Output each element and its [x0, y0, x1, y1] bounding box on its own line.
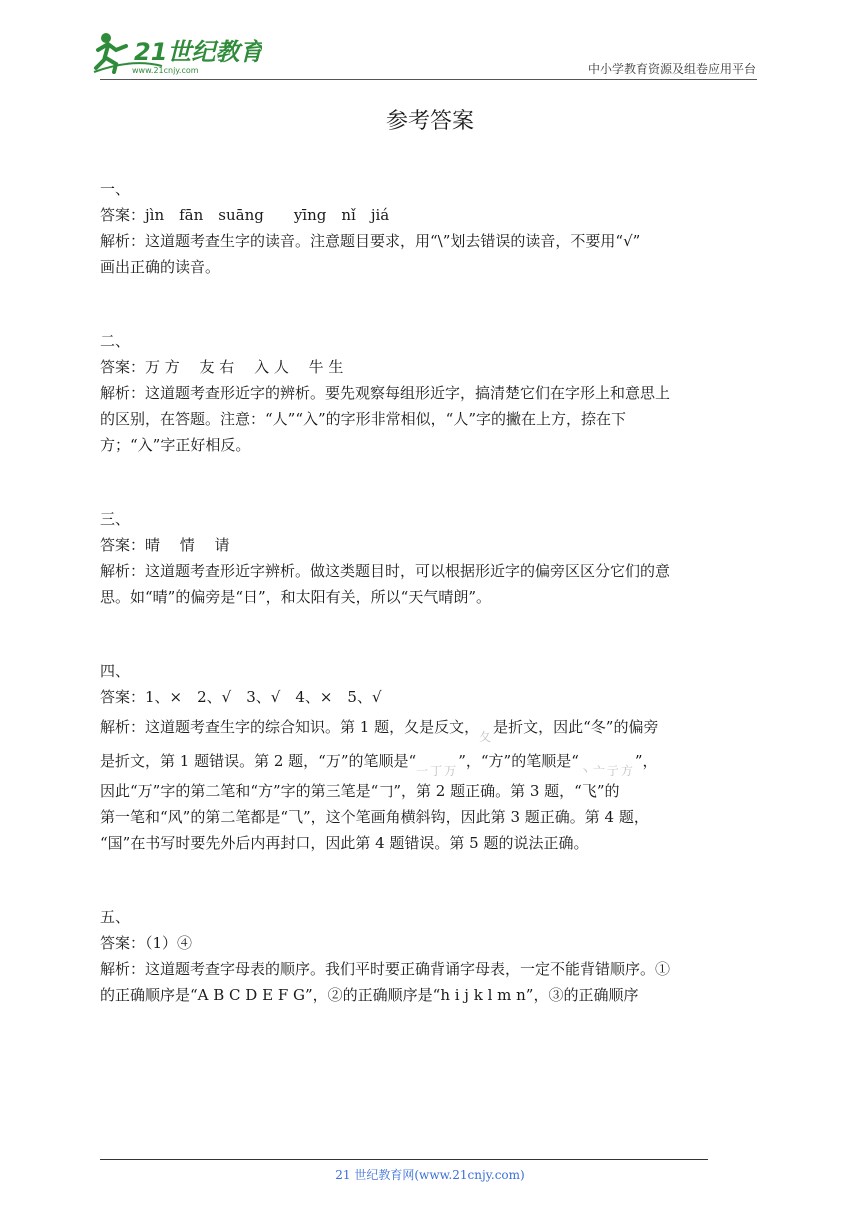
- analysis-text: 是折文，第 1 题错误。第 2 题，“万”的笔顺是“: [100, 752, 417, 770]
- analysis-line: 的正确顺序是“A B C D E F G”，②的正确顺序是“h i j k l m n”，③的正确顺序: [100, 986, 639, 1004]
- runner-logo-icon: [92, 28, 262, 78]
- analysis-text: 是折文，因此“冬”的偏旁: [493, 718, 659, 736]
- answer-content: [100, 176, 768, 1036]
- stroke-order-image: 丶亠亍方: [578, 764, 635, 778]
- section-heading: 五、: [100, 908, 131, 926]
- page-title: 参考答案: [385, 109, 474, 134]
- analysis-text: 解析：这道题考查生字的综合知识。第 1 题，夂是反文，: [100, 718, 480, 736]
- answer-line: 答案：万 方 友 右 入 人 牛 生: [100, 358, 344, 376]
- answer-line: 答案：1、× 2、√ 3、√ 4、× 5、√: [100, 688, 382, 706]
- answer-line: 答案：晴 情 请: [100, 536, 230, 554]
- footer-divider: [100, 1159, 708, 1160]
- section-heading: 四、: [100, 662, 131, 680]
- platform-tagline: 中小学教育资源及组卷应用平台: [587, 62, 756, 76]
- section-heading: 一、: [100, 180, 131, 198]
- analysis-text: ”，: [634, 752, 658, 770]
- analysis-line: 解析：这道题考查字母表的顺序。我们平时要正确背诵字母表，一定不能背错顺序。①: [100, 960, 671, 978]
- analysis-line: 的区别，在答题。注意：“人”“入”的字形非常相似，“人”字的撇在上方，捺在下: [100, 410, 627, 428]
- answer-line: 答案：（1）④: [100, 934, 193, 952]
- header-divider: [100, 79, 757, 80]
- analysis-line: 因此“万”字的第二笔和“方”字的第三笔是“𠃌”，第 2 题正确。第 3 题，“飞”的: [100, 782, 620, 800]
- svg-text:21世纪教育: 21世纪教育: [134, 38, 262, 66]
- analysis-line: 画出正确的读音。: [100, 258, 221, 276]
- analysis-line: [100, 710, 768, 744]
- stroke-order-image: 一丁万: [416, 764, 459, 778]
- section-3: [100, 506, 768, 610]
- section-2: [100, 328, 768, 458]
- stroke-order-image: 夂: [479, 730, 494, 744]
- section-4: [100, 658, 768, 856]
- analysis-line: 思。如“晴”的偏旁是“日”，和太阳有关，所以“天气晴朗”。: [100, 588, 492, 606]
- svg-text:www.21cnjy.com: www.21cnjy.com: [132, 66, 199, 75]
- site-logo[interactable]: [92, 28, 262, 78]
- analysis-line: “国”在书写时要先外后内再封口，因此第 4 题错误。第 5 题的说法正确。: [100, 834, 589, 852]
- section-heading: 二、: [100, 332, 131, 350]
- answer-line: 答案：jìn fān suāng yīng nǐ jiá: [100, 206, 390, 224]
- analysis-line: [100, 744, 768, 778]
- analysis-text: ”，“方”的笔顺是“: [458, 752, 579, 770]
- section-1: [100, 176, 768, 280]
- analysis-line: 解析：这道题考查形近字的辨析。要先观察每组形近字，搞清楚它们在字形上和意思上: [100, 384, 671, 402]
- analysis-line: 解析：这道题考查生字的读音。注意题目要求，用“\”划去错误的读音，不要用“√”: [100, 232, 641, 250]
- footer-link[interactable]: 21 世纪教育网(www.21cnjy.com): [335, 1168, 525, 1182]
- section-heading: 三、: [100, 510, 131, 528]
- section-5: [100, 904, 768, 1008]
- page-header: [0, 0, 860, 90]
- analysis-line: 第一笔和“风”的第二笔都是“⺄”，这个笔画角横斜钩，因此第 3 题正确。第 4 题，: [100, 808, 649, 826]
- analysis-line: 方；“入”字正好相反。: [100, 436, 251, 454]
- analysis-line: 解析：这道题考查形近字辨析。做这类题目时，可以根据形近字的偏旁区区分它们的意: [100, 562, 671, 580]
